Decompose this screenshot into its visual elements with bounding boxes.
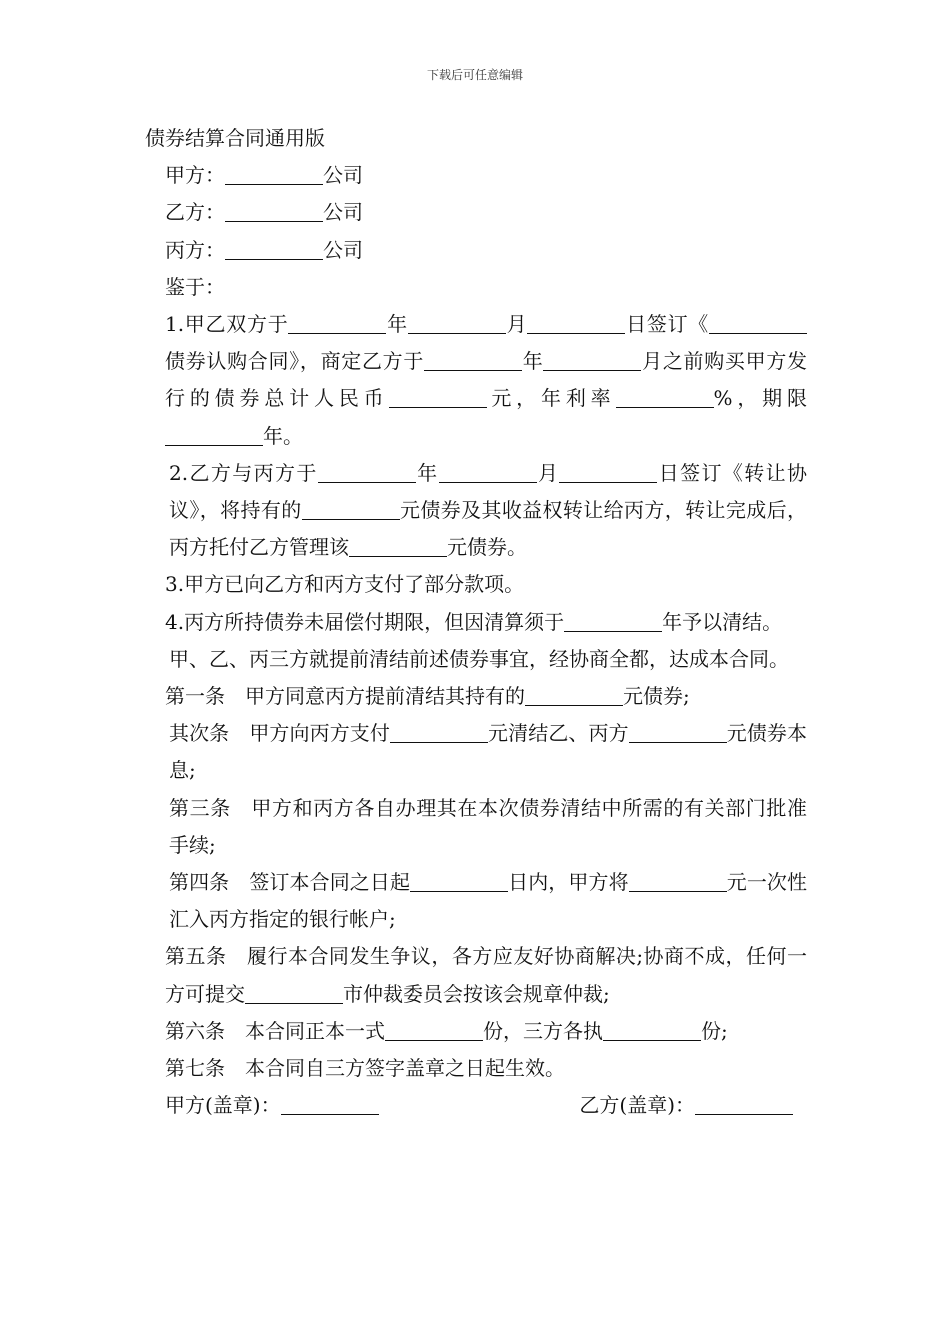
- party-a-line: [145, 157, 807, 194]
- blank-field[interactable]: [439, 462, 537, 483]
- recital-2: [145, 455, 807, 567]
- blank-field[interactable]: [629, 722, 727, 743]
- article-6: [145, 1013, 807, 1050]
- blank-field[interactable]: [424, 350, 522, 371]
- whereas-heading: 鉴于：: [165, 274, 225, 299]
- blank-field[interactable]: [288, 313, 386, 334]
- blank-field[interactable]: [525, 685, 623, 706]
- recital-4: [145, 604, 807, 641]
- text-segment: 第一条 甲方同意丙方提前清结其持有的: [165, 684, 525, 709]
- text-segment: 月: [536, 460, 560, 485]
- party-c-label: 丙方：: [165, 237, 225, 262]
- text-segment: %，期限: [713, 386, 808, 411]
- signature-blank[interactable]: [695, 1094, 793, 1115]
- blank-field[interactable]: [408, 313, 506, 334]
- signature-party-a: [165, 1087, 379, 1124]
- text-segment: 债券认购合同》，商定乙方于: [165, 349, 425, 374]
- article-4: [145, 864, 807, 938]
- text-segment: 日签订《转让协议》，将持有的: [169, 460, 808, 523]
- recital-1: [145, 306, 807, 455]
- text-segment: 第四条 签订本合同之日起: [169, 870, 411, 895]
- blank-field[interactable]: [527, 313, 625, 334]
- text-segment: 市仲裁委员会按该会规章仲裁;: [343, 981, 610, 1006]
- blank-field[interactable]: [564, 611, 662, 632]
- blank-field[interactable]: [245, 983, 343, 1004]
- article-7: 第七条 本合同自三方签字盖章之日起生效。: [165, 1056, 565, 1081]
- text-segment: 元，年利率: [486, 386, 616, 411]
- party-b-label: 乙方：: [165, 200, 225, 225]
- party-b-line: [145, 194, 807, 231]
- blank-field[interactable]: [385, 1020, 483, 1041]
- blank-field[interactable]: [389, 387, 487, 408]
- text-segment: 第六条 本合同正本一式: [165, 1018, 385, 1043]
- blank-field[interactable]: [302, 499, 400, 520]
- blank-field[interactable]: [349, 536, 447, 557]
- text-segment: 元债券;: [623, 684, 690, 709]
- party-c-line: [145, 232, 807, 269]
- page-header: 下载后可任意编辑: [426, 68, 523, 82]
- document-title: 债券结算合同通用版: [145, 126, 325, 150]
- blank-field[interactable]: [543, 350, 641, 371]
- blank-field[interactable]: [559, 462, 657, 483]
- blank-field[interactable]: [165, 425, 263, 446]
- text-segment: 第五条 履行本合同发生争议，各方应友好协商解决;协商不成，任何一方可提交: [165, 944, 807, 1006]
- blank-field[interactable]: [225, 201, 323, 222]
- text-segment: 日内，甲方将: [508, 870, 629, 895]
- text-segment: 份;: [701, 1018, 728, 1043]
- signature-label-a: 甲方(盖章)：: [165, 1093, 281, 1118]
- company-suffix: 公司: [323, 237, 363, 262]
- signature-blank[interactable]: [281, 1094, 379, 1115]
- text-segment: 月: [505, 312, 528, 337]
- signature-label-b: 乙方(盖章)：: [579, 1093, 695, 1118]
- company-suffix: 公司: [323, 200, 363, 225]
- blank-field[interactable]: [781, 313, 807, 334]
- blank-field[interactable]: [225, 164, 323, 185]
- text-segment: 年: [522, 349, 544, 374]
- text-segment: 4.丙方所持债券未届偿付期限，但因清算须于: [165, 609, 565, 634]
- contract-body: [145, 120, 807, 1124]
- text-segment: 元债券。: [447, 535, 527, 560]
- blank-field[interactable]: [629, 871, 727, 892]
- article-1: [145, 678, 807, 715]
- text-segment: 份，三方各执: [483, 1018, 603, 1043]
- agreement-preamble: 甲、乙、丙三方就提前清结前述债券事宜，经协商全都，达成本合同。: [169, 646, 789, 671]
- text-segment: 年: [386, 312, 408, 337]
- blank-field[interactable]: [390, 722, 488, 743]
- party-a-label: 甲方：: [165, 163, 225, 188]
- text-segment: 年: [415, 460, 439, 485]
- text-segment: 元清结乙、丙方: [487, 721, 629, 746]
- text-segment: 年予以清结。: [662, 609, 783, 634]
- blank-field[interactable]: [410, 871, 508, 892]
- text-segment: 元债券及其收益权转让给丙方，转让完成后，丙方托付乙方管理该: [169, 498, 808, 560]
- article-3: 第三条 甲方和丙方各自办理其在本次债券清结中所需的有关部门批准手续;: [169, 795, 807, 857]
- blank-field[interactable]: [616, 387, 714, 408]
- text-segment: 元债券本息;: [169, 721, 808, 783]
- text-segment: 1.甲乙双方于: [165, 312, 289, 337]
- article-2: [145, 715, 807, 789]
- signature-row: [145, 1087, 807, 1124]
- blank-field[interactable]: [603, 1020, 701, 1041]
- text-segment: 月之前购买甲方发行的债券总计人民币: [165, 349, 808, 411]
- text-segment: 元一次性汇入丙方指定的银行帐户;: [169, 870, 808, 932]
- text-segment: 其次条 甲方向丙方支付: [169, 721, 390, 746]
- signature-party-b: [579, 1087, 793, 1124]
- blank-field[interactable]: [225, 239, 323, 260]
- text-segment: 2.乙方与丙方于: [169, 460, 318, 485]
- recital-3: 3.甲方已向乙方和丙方支付了部分款项。: [165, 572, 525, 597]
- article-5: [145, 938, 807, 1012]
- blank-field[interactable]: [318, 462, 416, 483]
- text-segment: 日签订《: [625, 312, 710, 337]
- blank-field[interactable]: [709, 313, 781, 334]
- text-segment: 年。: [263, 423, 303, 448]
- company-suffix: 公司: [323, 163, 363, 188]
